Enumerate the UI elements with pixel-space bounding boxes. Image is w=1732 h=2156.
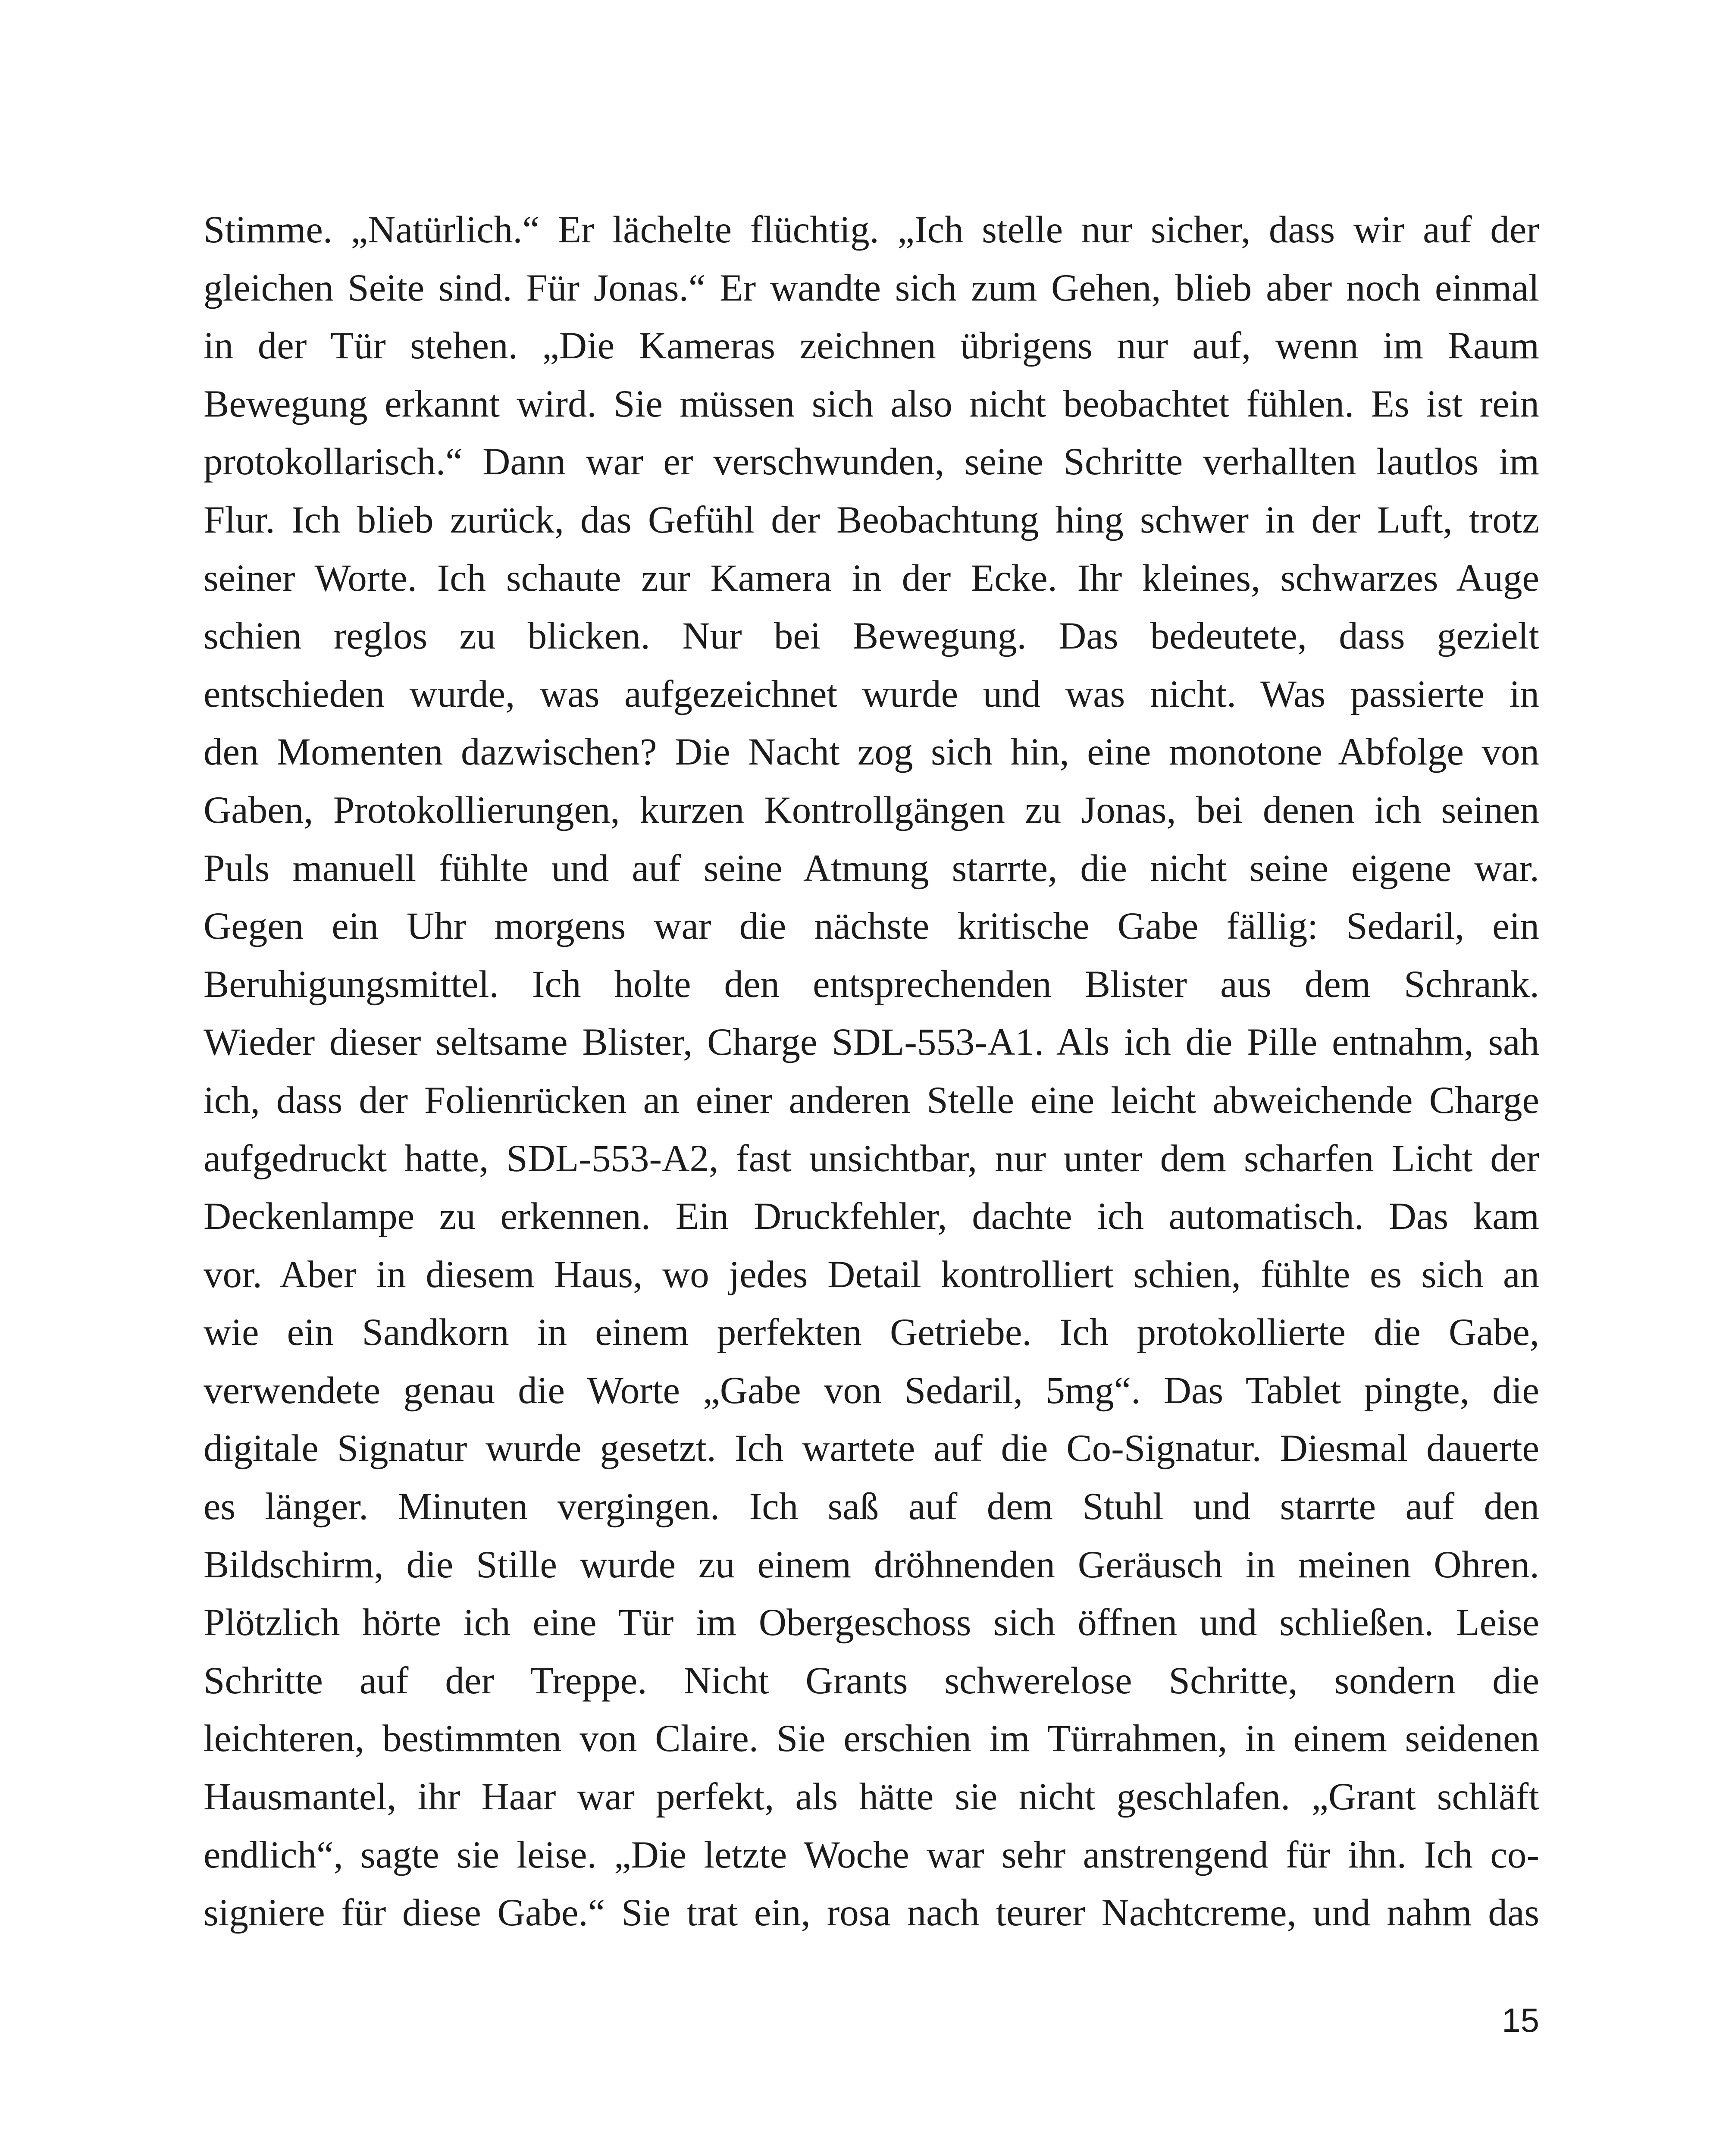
text-line: seiner Worte. Ich schaute zur Kamera in der Ecke. Ihr kleines, schwarzes Auge <box>204 557 1539 599</box>
text-line: gleichen Seite sind. Für Jonas.“ Er wandte sich zum Gehen, blieb aber noch einmal <box>204 266 1539 309</box>
text-line: Bewegung erkannt wird. Sie müssen sich also nicht beobachtet fühlen. Es ist rein <box>204 382 1539 425</box>
text-line: digitale Signatur wurde gesetzt. Ich wartete auf die Co-Signatur. Diesmal dauerte <box>204 1427 1539 1470</box>
text-line: es länger. Minuten vergingen. Ich saß auf dem Stuhl und starrte auf den <box>204 1485 1539 1528</box>
text-line: vor. Aber in diesem Haus, wo jedes Detail kontrolliert schien, fühlte es sich an <box>204 1253 1539 1296</box>
text-line: Flur. Ich blieb zurück, das Gefühl der Beobachtung hing schwer in der Luft, trotz <box>204 498 1539 541</box>
text-line: Beruhigungsmittel. Ich holte den entsprechenden Blister aus dem Schrank. <box>204 963 1539 1006</box>
text-line: entschieden wurde, was aufgezeichnet wurde und was nicht. Was passierte in <box>204 673 1539 715</box>
text-line: in der Tür stehen. „Die Kameras zeichnen übrigens nur auf, wenn im Raum <box>204 325 1539 367</box>
body-text <box>204 201 1539 1942</box>
text-line: Schritte auf der Treppe. Nicht Grants schwerelose Schritte, sondern die <box>204 1659 1539 1702</box>
text-line: leichteren, bestimmten von Claire. Sie erschien im Türrahmen, in einem seidenen <box>204 1717 1539 1760</box>
text-line: wie ein Sandkorn in einem perfekten Getriebe. Ich protokollierte die Gabe, <box>204 1311 1539 1354</box>
text-line: signiere für diese Gabe.“ Sie trat ein, rosa nach teurer Nachtcreme, und nahm das <box>204 1892 1539 1934</box>
text-line: Gaben, Protokollierungen, kurzen Kontrollgängen zu Jonas, bei denen ich seinen <box>204 789 1539 831</box>
text-line: ich, dass der Folienrücken an einer anderen Stelle eine leicht abweichende Charge <box>204 1079 1539 1122</box>
text-line: Hausmantel, ihr Haar war perfekt, als hätte sie nicht geschlafen. „Grant schläft <box>204 1776 1539 1818</box>
text-line: Stimme. „Natürlich.“ Er lächelte flüchtig. „Ich stelle nur sicher, dass wir auf der <box>204 209 1539 251</box>
text-line: protokollarisch.“ Dann war er verschwunden, seine Schritte verhallten lautlos im <box>204 441 1539 483</box>
page-number: 15 <box>1502 2001 1539 2039</box>
text-line: schien reglos zu blicken. Nur bei Bewegung. Das bedeutete, dass gezielt <box>204 615 1539 658</box>
text-line: Bildschirm, die Stille wurde zu einem dröhnenden Geräusch in meinen Ohren. <box>204 1543 1539 1586</box>
text-line: Plötzlich hörte ich eine Tür im Obergeschoss sich öffnen und schließen. Leise <box>204 1601 1539 1644</box>
text-line: Deckenlampe zu erkennen. Ein Druckfehler, dachte ich automatisch. Das kam <box>204 1195 1539 1238</box>
text-line: Wieder dieser seltsame Blister, Charge SDL-553-A1. Als ich die Pille entnahm, sah <box>204 1021 1539 1064</box>
text-line: Gegen ein Uhr morgens war die nächste kritische Gabe fällig: Sedaril, ein <box>204 905 1539 948</box>
text-line: verwendete genau die Worte „Gabe von Sedaril, 5mg“. Das Tablet pingte, die <box>204 1369 1539 1412</box>
text-line: endlich“, sagte sie leise. „Die letzte Woche war sehr anstrengend für ihn. Ich co- <box>204 1833 1539 1876</box>
text-line: Puls manuell fühlte und auf seine Atmung starrte, die nicht seine eigene war. <box>204 847 1539 890</box>
text-line: aufgedruckt hatte, SDL-553-A2, fast unsichtbar, nur unter dem scharfen Licht der <box>204 1137 1539 1180</box>
text-line: den Momenten dazwischen? Die Nacht zog sich hin, eine monotone Abfolge von <box>204 731 1539 774</box>
